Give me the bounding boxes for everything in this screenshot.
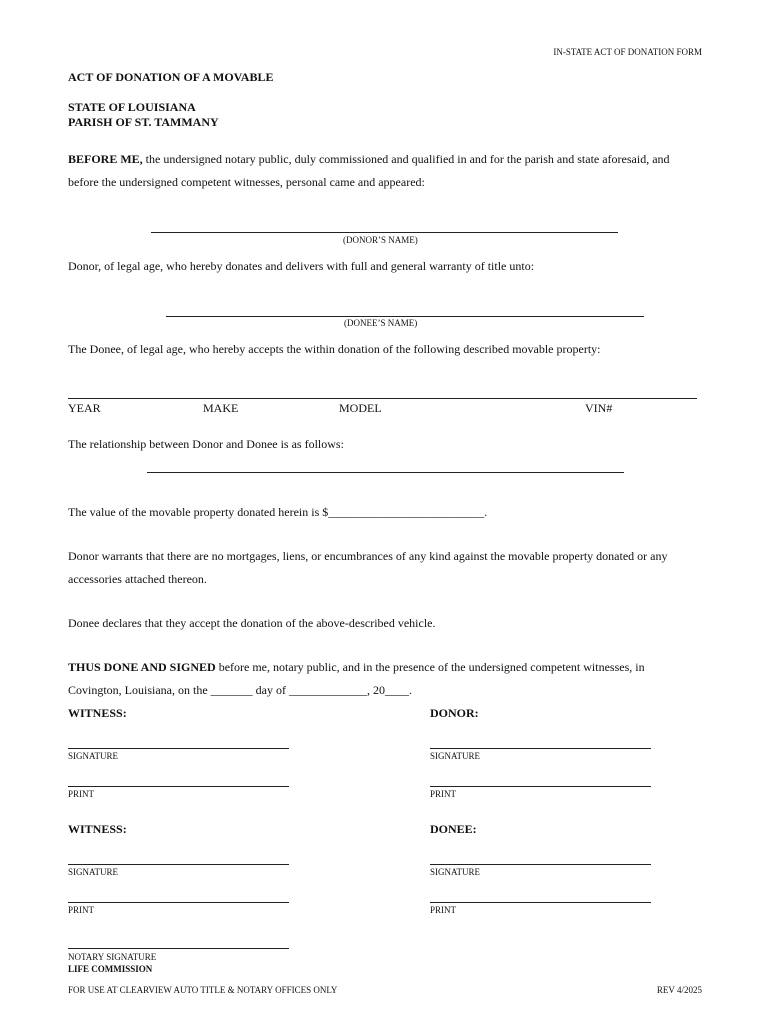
intro-line-2: before the undersigned competent witnesses, personal came and appeared:	[68, 175, 425, 189]
donee-print-line[interactable]	[430, 902, 651, 903]
vehicle-make-label: MAKE	[203, 401, 239, 415]
vehicle-model-label: MODEL	[339, 401, 382, 415]
donor-label: DONOR:	[430, 706, 479, 720]
witness-1-signature-line[interactable]	[68, 748, 289, 749]
vehicle-description-line[interactable]	[68, 398, 697, 399]
donor-print-line[interactable]	[430, 786, 651, 787]
revision-label: REV 4/2025	[656, 985, 702, 995]
relationship-text: The relationship between Donor and Donee is as follows:	[68, 437, 344, 451]
witness-1-signature-caption: SIGNATURE	[68, 751, 119, 761]
vehicle-vin-label: VIN#	[585, 401, 613, 415]
vehicle-year-label: YEAR	[68, 401, 101, 415]
witness-2-label: WITNESS:	[68, 822, 127, 836]
witness-2-print-caption: PRINT	[68, 905, 95, 915]
donor-statement: Donor, of legal age, who hereby donates and delivers with full and general warranty of title unto:	[68, 259, 535, 273]
thus-done-line-2: Covington, Louisiana, on the _______ day of _____________, 20____.	[68, 683, 412, 697]
state-heading: STATE OF LOUISIANA	[68, 100, 196, 114]
intro-line-1	[68, 152, 670, 167]
donee-signature-line[interactable]	[430, 864, 651, 865]
donor-signature-line[interactable]	[430, 748, 651, 749]
footer-usage-note: FOR USE AT CLEARVIEW AUTO TITLE & NOTARY OFFICES ONLY	[68, 985, 338, 995]
thus-done-lead: THUS DONE AND SIGNED	[68, 660, 216, 674]
thus-done-line-1	[68, 660, 645, 675]
value-text: The value of the movable property donated herein is $__________________________.	[68, 505, 488, 519]
donor-name-line[interactable]	[151, 232, 618, 233]
donee-name-caption: (DONEE’S NAME)	[344, 318, 418, 328]
life-commission-label: LIFE COMMISSION	[68, 964, 153, 974]
witness-1-label: WITNESS:	[68, 706, 127, 720]
witness-1-print-caption: PRINT	[68, 789, 95, 799]
donee-label: DONEE:	[430, 822, 477, 836]
form-type-label: IN-STATE ACT OF DONATION FORM	[553, 47, 702, 57]
donor-print-caption: PRINT	[430, 789, 457, 799]
donee-print-caption: PRINT	[430, 905, 457, 915]
donor-name-caption: (DONOR’S NAME)	[343, 235, 418, 245]
witness-1-print-line[interactable]	[68, 786, 289, 787]
donee-name-line[interactable]	[166, 316, 644, 317]
witness-2-signature-caption: SIGNATURE	[68, 867, 119, 877]
warranty-line-1: Donor warrants that there are no mortgages, liens, or encumbrances of any kind against the movable property donated or any	[68, 549, 668, 563]
form-title: ACT OF DONATION OF A MOVABLE	[68, 70, 274, 84]
witness-2-print-line[interactable]	[68, 902, 289, 903]
notary-signature-caption: NOTARY SIGNATURE	[68, 952, 157, 962]
witness-2-signature-line[interactable]	[68, 864, 289, 865]
intro-lead: BEFORE ME,	[68, 152, 143, 166]
thus-done-line-1-text: before me, notary public, and in the presence of the undersigned competent witnesses, in	[215, 660, 645, 674]
parish-heading: PARISH OF ST. TAMMANY	[68, 115, 219, 129]
donee-statement: The Donee, of legal age, who hereby accepts the within donation of the following described movable property:	[68, 342, 601, 356]
notary-signature-line[interactable]	[68, 948, 289, 949]
warranty-line-2: accessories attached thereon.	[68, 572, 207, 586]
relationship-line[interactable]	[147, 472, 624, 473]
donee-declaration: Donee declares that they accept the donation of the above-described vehicle.	[68, 616, 436, 630]
donor-signature-caption: SIGNATURE	[430, 751, 481, 761]
donee-signature-caption: SIGNATURE	[430, 867, 481, 877]
intro-line-1-text: the undersigned notary public, duly commissioned and qualified in and for the parish and state aforesaid, and	[142, 152, 670, 166]
